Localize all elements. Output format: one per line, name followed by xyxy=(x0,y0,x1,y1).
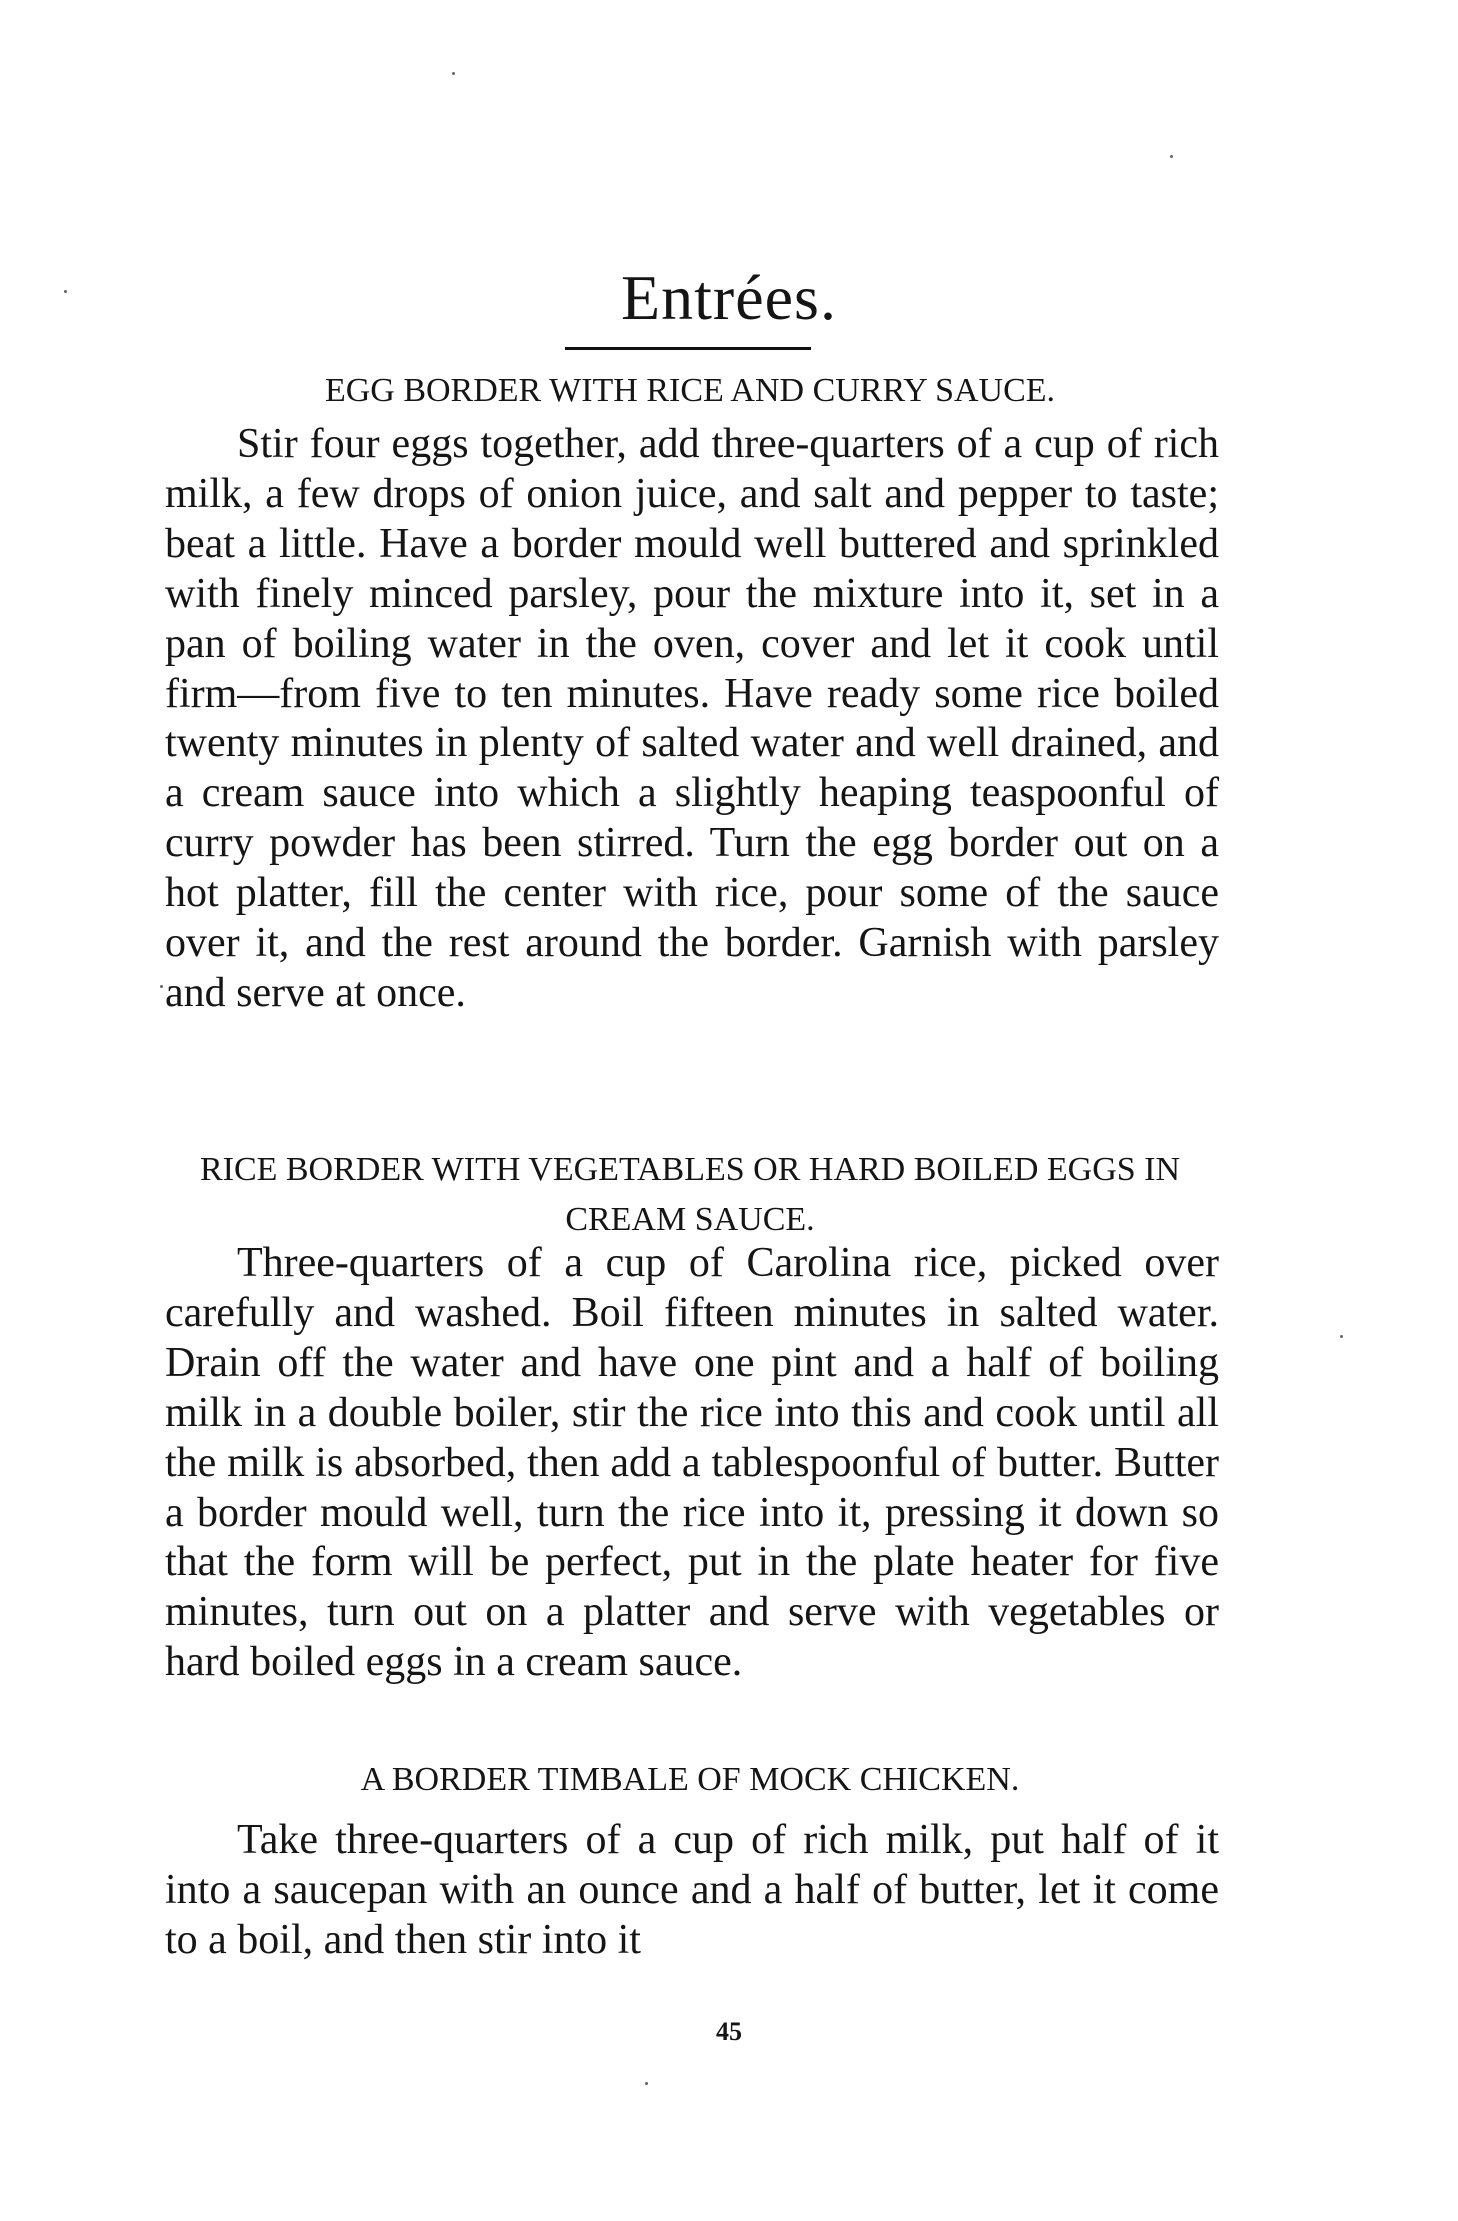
recipe-heading: A BORDER TIMBALE OF MOCK CHICKEN. xyxy=(360,1761,1020,1798)
recipe-heading: EGG BORDER WITH RICE AND CURRY SAUCE. xyxy=(324,372,1056,409)
recipe-heading: RICE BORDER WITH VEGETABLES OR HARD BOILED EGGS IN CREAM SAUCE. xyxy=(199,1151,1181,1238)
scan-speck xyxy=(1170,155,1173,158)
scan-speck xyxy=(64,290,67,293)
page-title: Entrées. xyxy=(621,262,837,333)
recipe-body: Stir four eggs together, add three-quarters of a cup of rich milk, a few drops of onion juice, and salt and pepper to taste; beat a little. Have a border mould well buttered and sprinkled with finely minced parsley, pour the mixture into it, set in a pan of boiling water in the oven, cover and let it cook until firm—from five to ten minutes. Have ready some rice boiled twenty minutes in plenty of salted water and well drained, and a cream sauce into which a slightly heaping teaspoonful of curry powder has been stirred. Turn the egg border out on a hot platter, fill the center with rice, pour some of the sauce over it, and the rest around the border. Garnish with parsley and serve at once. xyxy=(165,421,1219,1016)
recipe-body: Take three-quarters of a cup of rich milk, put half of it into a saucepan with an ounce and a half of butter, let it come to a boil, and then stir into it xyxy=(165,1817,1219,1963)
title-rule xyxy=(565,347,811,350)
scan-speck xyxy=(452,72,455,75)
scan-speck xyxy=(160,985,163,988)
scan-speck xyxy=(1340,1335,1343,1338)
recipe-body: Three-quarters of a cup of Carolina rice, picked over carefully and washed. Boil fifteen minutes in salted water. Drain off the water and have one pint and a half of boiling milk in a double boiler, stir the rice into this and cook until all the milk is absorbed, then add a tablespoonful of butter. Butter a border mould well, turn the rice into it, pressing it down so that the form will be perfect, put in the plate heater for five minutes, turn out on a platter and serve with vegetables or hard boiled eggs in a cream sauce. xyxy=(165,1240,1219,1686)
scan-speck xyxy=(645,2082,648,2085)
page-number: 45 xyxy=(716,2017,742,2046)
